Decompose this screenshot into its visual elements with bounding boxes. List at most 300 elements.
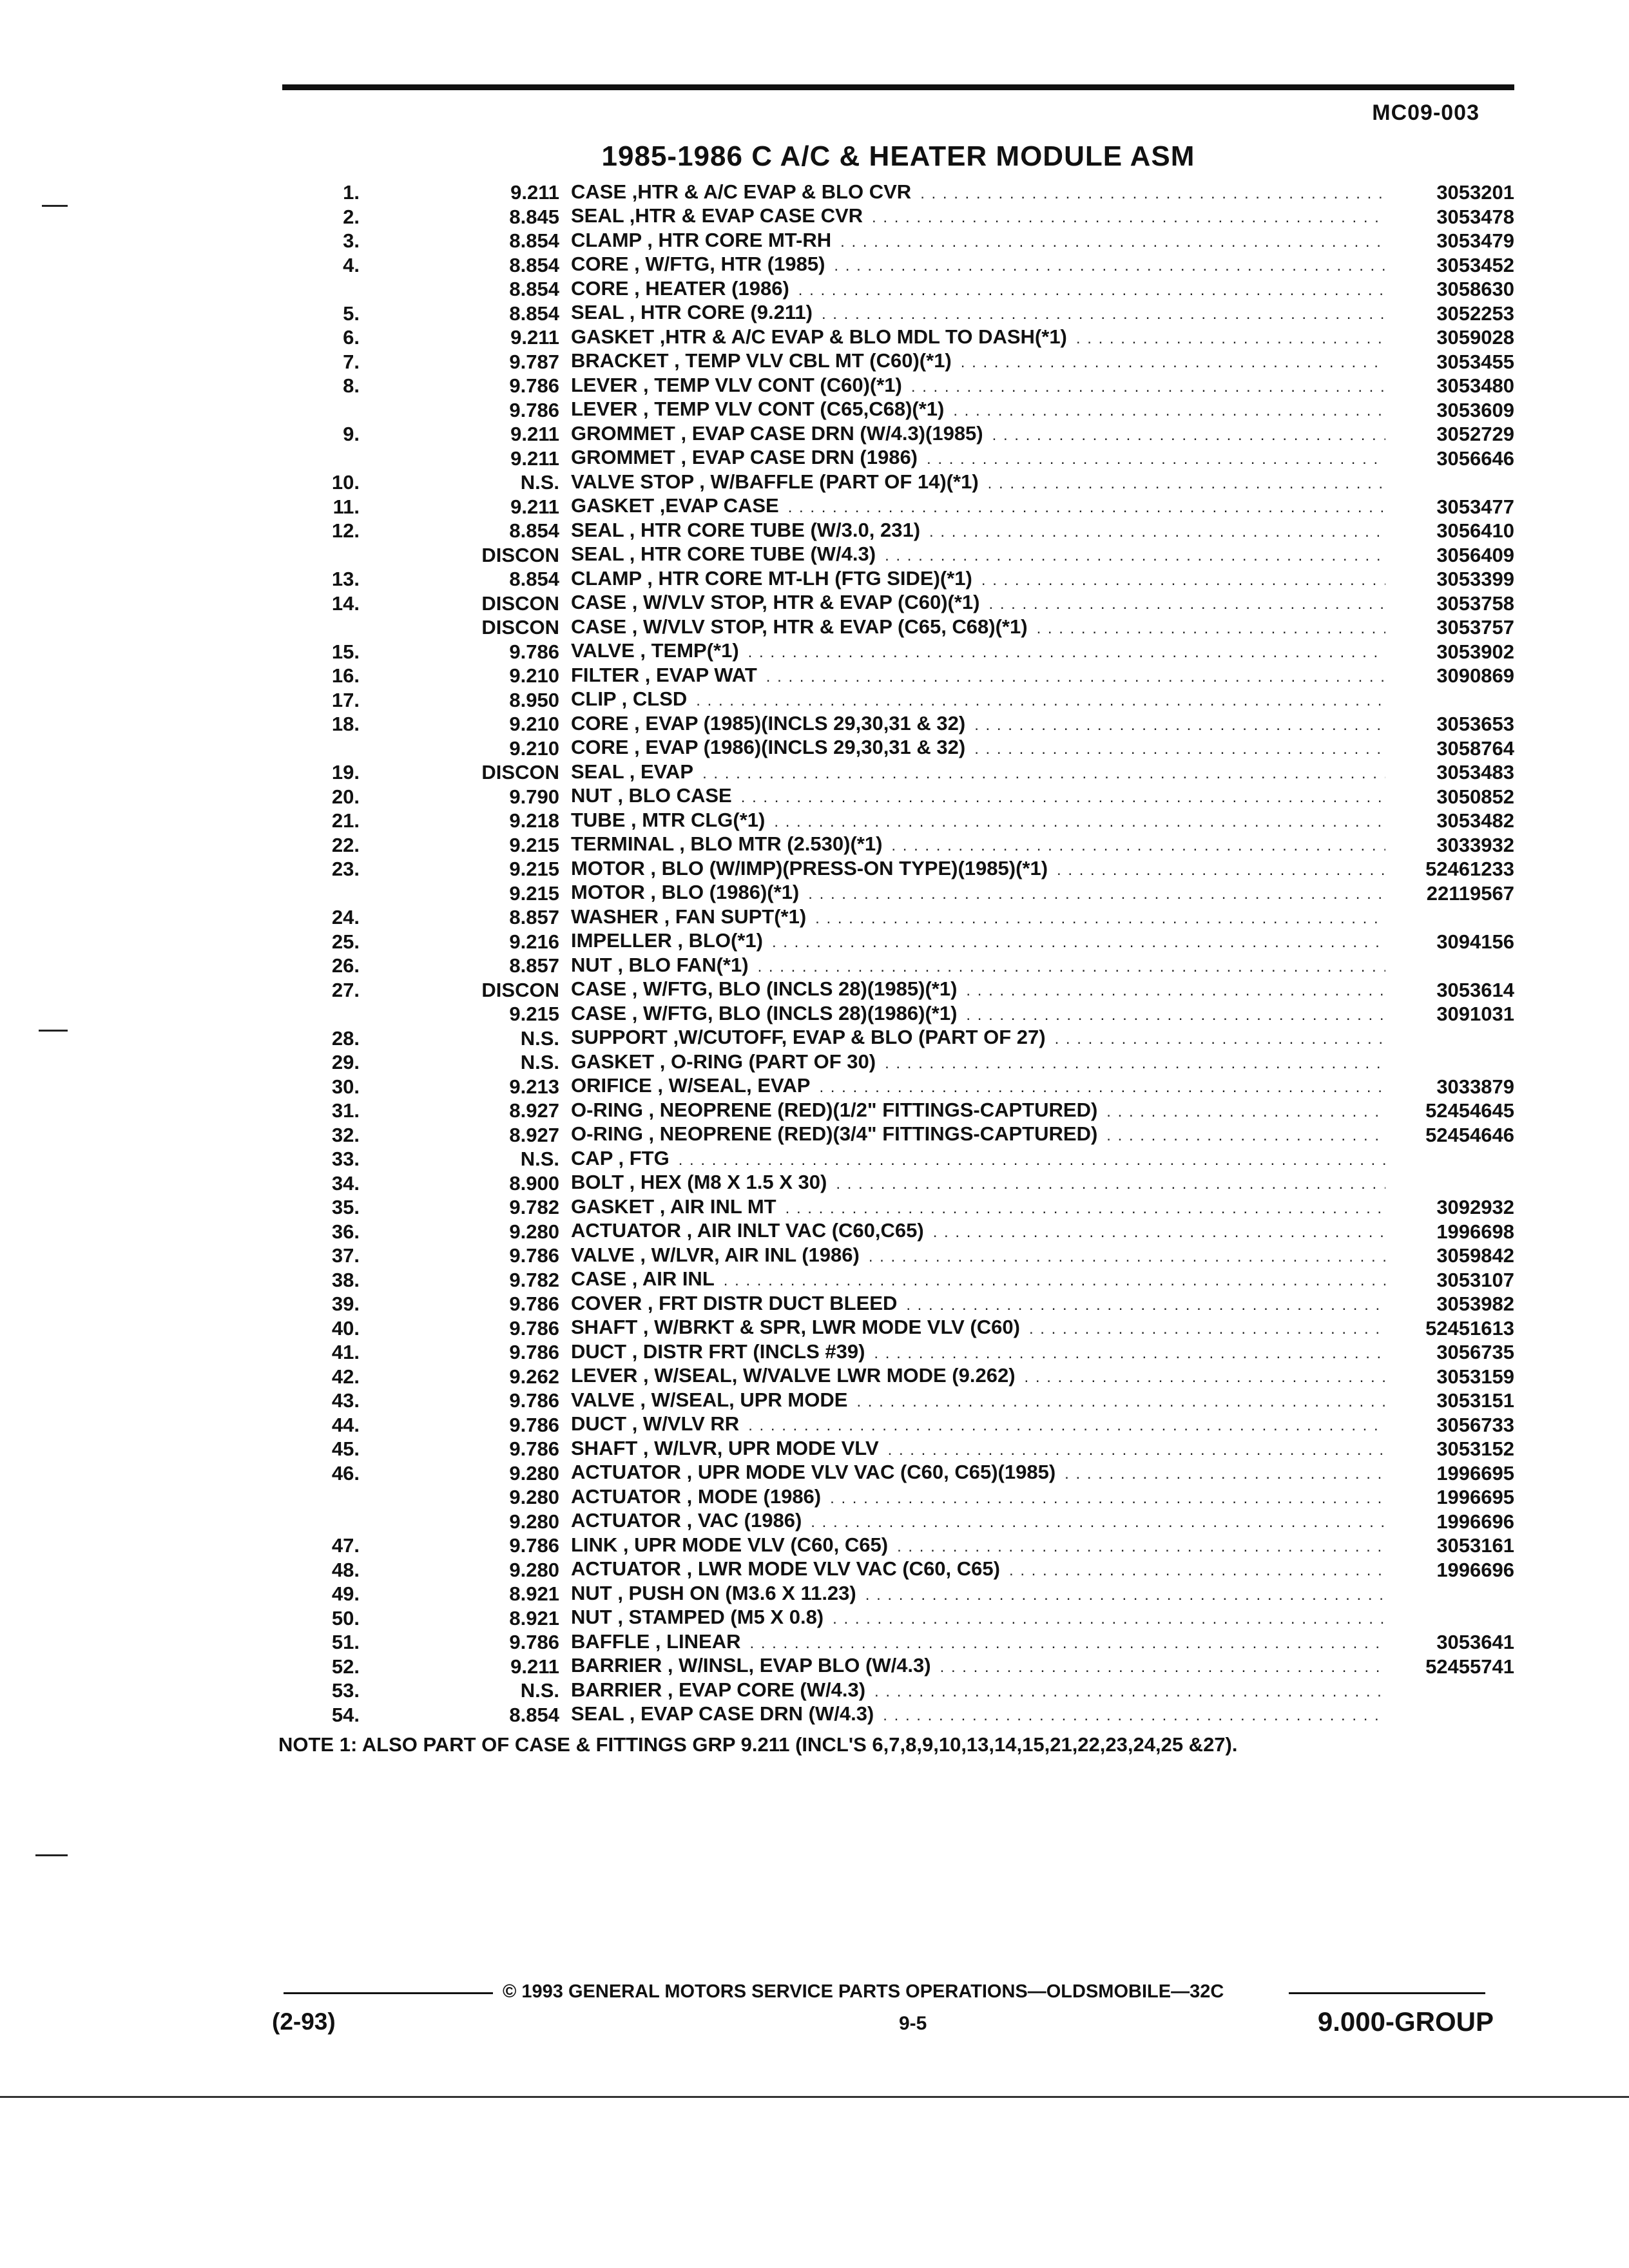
part-description: CASE , W/FTG, BLO (INCLS 28)(1986)(*1) . . . [571,1001,1385,1028]
part-row [282,229,1514,253]
group-number: 8.854 [509,229,559,252]
part-description: NUT , PUSH ON (M3.6 X 11.23) . . . [571,1581,1385,1608]
part-description: CORE , EVAP (1985)(INCLS 29,30,31 & 32) . . . [571,711,1385,738]
part-row [282,833,1514,858]
part-description: VALVE , TEMP(*1) . . . [571,639,1385,665]
item-number: 31. [331,1099,360,1122]
part-description: LEVER , W/SEAL, W/VALVE LWR MODE (9.262) . . . [571,1363,1385,1390]
part-row [282,567,1514,591]
part-row [282,1220,1514,1244]
part-number: 3053609 [1436,398,1514,421]
part-row [282,1002,1514,1026]
item-number: 2. [343,205,360,228]
part-row [282,1413,1514,1437]
group-number: 9.218 [509,809,559,832]
part-row [282,1292,1514,1316]
item-number: 1. [343,181,360,204]
item-number: 27. [331,978,360,1001]
group-number: 8.845 [509,205,559,228]
group-number: 8.900 [509,1171,559,1195]
group-number: 9.211 [510,495,559,518]
part-number: 3052729 [1436,423,1514,445]
part-number: 3053614 [1436,978,1514,1001]
bottom-rule [0,2096,1629,2098]
part-description: VALVE , W/SEAL, UPR MODE . . . [571,1388,1385,1414]
item-number: 49. [331,1582,360,1605]
part-number: 3090869 [1436,664,1514,687]
part-number: 52461233 [1425,858,1514,880]
group-number: 8.921 [509,1582,559,1605]
part-number: 3056410 [1436,519,1514,542]
group-number: N.S. [520,1148,559,1170]
part-row [282,930,1514,954]
part-description: BARRIER , EVAP CORE (W/4.3) . . . [571,1678,1385,1704]
part-row [282,1316,1514,1341]
group-number: N.S. [520,471,559,494]
part-number: 3053201 [1436,181,1514,204]
item-number: 33. [331,1148,360,1170]
part-number: 1996696 [1436,1510,1514,1533]
item-number: 38. [331,1268,360,1291]
part-number: 1996695 [1436,1461,1514,1485]
item-number: 35. [331,1196,360,1218]
item-number: 20. [331,785,360,808]
part-description: O-RING , NEOPRENE (RED)(1/2" FITTINGS-CAPTURED) . . . [571,1098,1385,1124]
part-number: 52454646 [1425,1123,1514,1146]
part-description: BOLT , HEX (M8 X 1.5 X 30) . . . [571,1170,1385,1196]
part-row [282,1123,1514,1148]
group-label: 9.000-GROUP [1317,2006,1494,2037]
group-number: 8.854 [509,253,559,276]
group-number: DISCON [481,591,559,615]
part-description: GASKET ,HTR & A/C EVAP & BLO MDL TO DASH(*1) . . . [571,325,1385,351]
part-number: 3053455 [1436,350,1514,373]
group-number: 9.782 [509,1196,559,1218]
part-row [282,374,1514,398]
group-number: 9.215 [509,833,559,856]
part-description: CORE , EVAP (1986)(INCLS 29,30,31 & 32) . . . [571,735,1385,762]
part-row [282,1606,1514,1631]
item-number: 44. [331,1413,360,1436]
part-description: VALVE STOP , W/BAFFLE (PART OF 14)(*1) . . . [571,470,1385,496]
item-number: 15. [331,640,360,663]
group-number: 9.790 [509,785,559,808]
part-number: 22119567 [1426,881,1514,905]
part-number: 3059842 [1436,1244,1514,1267]
group-number: 8.857 [509,954,559,977]
part-number: 1996695 [1436,1486,1514,1508]
part-row [282,205,1514,229]
part-description: ACTUATOR , UPR MODE VLV VAC (C60, C65)(1985) . . . [571,1460,1385,1486]
part-row [282,1510,1514,1534]
item-number: 26. [331,954,360,977]
part-description: NUT , STAMPED (M5 X 0.8) . . . [571,1605,1385,1631]
part-number: 52455741 [1425,1655,1514,1678]
part-number: 3053479 [1436,229,1514,252]
item-number: 52. [331,1655,360,1678]
page-title: 1985-1986 C A/C & HEATER MODULE ASM [601,140,1195,172]
group-number: 9.786 [509,1293,559,1315]
part-row [282,1461,1514,1486]
item-number: 50. [331,1606,360,1629]
group-number: 9.782 [509,1268,559,1291]
part-description: SEAL , EVAP . . . [571,760,1385,786]
part-description: CASE , AIR INL . . . [571,1267,1385,1293]
part-description: CASE , W/FTG, BLO (INCLS 28)(1985)(*1) . . . [571,977,1385,1003]
part-description: CAP , FTG . . . [571,1146,1385,1173]
part-number: 3053641 [1436,1631,1514,1653]
part-row [282,1533,1514,1558]
part-row [282,1485,1514,1510]
part-description: ORIFICE , W/SEAL, EVAP . . . [571,1073,1385,1100]
group-number: DISCON [481,616,559,639]
item-number: 30. [331,1075,360,1098]
group-number: 8.927 [509,1123,559,1146]
part-number: 3053480 [1436,374,1514,397]
group-number: 9.280 [509,1486,559,1508]
part-number: 3053107 [1436,1268,1514,1291]
item-number: 24. [331,906,360,928]
group-number: 9.215 [509,1003,559,1025]
part-number: 1996698 [1436,1220,1514,1243]
part-row [282,1026,1514,1051]
item-number: 37. [331,1244,360,1267]
item-number: 13. [331,568,360,590]
part-description: CASE , W/VLV STOP, HTR & EVAP (C65, C68)(*1) . . . [571,615,1385,641]
group-number: 9.786 [509,1316,559,1340]
group-number: 8.854 [509,278,559,300]
group-number: 9.786 [509,1631,559,1653]
group-number: 9.280 [509,1461,559,1485]
part-row [282,857,1514,881]
part-row [282,1075,1514,1099]
group-number: 8.854 [509,302,559,325]
part-number: 3053482 [1436,809,1514,832]
item-number: 23. [331,858,360,880]
item-number: 48. [331,1558,360,1581]
item-number: 8. [343,374,360,397]
group-number: 9.280 [509,1220,559,1243]
group-number: 9.262 [509,1365,559,1388]
part-row [282,447,1514,471]
part-description: SEAL , HTR CORE TUBE (W/3.0, 231) . . . [571,518,1385,544]
item-number: 22. [331,833,360,856]
part-row [282,1655,1514,1679]
part-description: CORE , W/FTG, HTR (1985) . . . [571,252,1385,278]
part-description: FILTER , EVAP WAT . . . [571,663,1385,689]
part-number: 3053159 [1436,1365,1514,1388]
part-number: 52454645 [1425,1099,1514,1122]
item-number: 4. [343,253,360,276]
part-number: 1996696 [1436,1558,1514,1581]
part-number: 3053483 [1436,761,1514,783]
item-number: 17. [331,688,360,711]
group-number: 9.211 [510,1655,559,1678]
group-number: 8.854 [509,1703,559,1726]
group-number: 8.857 [509,906,559,928]
part-description: CORE , HEATER (1986) . . . [571,276,1385,303]
copyright-text: © 1993 GENERAL MOTORS SERVICE PARTS OPERATIONS—OLDSMOBILE—32C [503,1981,1224,2002]
part-row [282,1099,1514,1123]
part-row [282,470,1514,495]
item-number: 5. [343,302,360,325]
group-number: DISCON [481,761,559,783]
item-number: 21. [331,809,360,832]
part-row [282,1703,1514,1727]
part-number: 3053399 [1436,568,1514,590]
item-number: 40. [331,1316,360,1340]
part-number: 3058764 [1436,736,1514,760]
part-row [282,1437,1514,1461]
part-row [282,640,1514,664]
group-number: 9.786 [509,1437,559,1460]
group-number: 8.950 [509,688,559,711]
part-number: 3059028 [1436,326,1514,349]
part-description: CASE , W/VLV STOP, HTR & EVAP (C60)(*1) . . . [571,590,1385,617]
part-row [282,180,1514,205]
item-number: 53. [331,1679,360,1702]
part-row [282,1050,1514,1075]
part-description: BAFFLE , LINEAR . . . [571,1629,1385,1656]
group-number: 8.854 [509,568,559,590]
part-number: 3053478 [1436,205,1514,228]
part-row [282,785,1514,809]
group-number: 8.927 [509,1099,559,1122]
part-description: TUBE , MTR CLG(*1) . . . [571,808,1385,834]
margin-mark [39,1030,68,1032]
group-number: 9.211 [510,447,559,470]
part-description: ACTUATOR , MODE (1986) . . . [571,1485,1385,1511]
part-row [282,422,1514,447]
part-number: 3056735 [1436,1341,1514,1363]
part-number: 3053152 [1436,1437,1514,1460]
part-number: 3052253 [1436,302,1514,325]
part-row [282,302,1514,326]
item-number: 39. [331,1293,360,1315]
part-number: 3053902 [1436,640,1514,663]
item-number: 18. [331,713,360,735]
group-number: 9.786 [509,1534,559,1557]
part-number: 3056409 [1436,543,1514,566]
part-number: 3092932 [1436,1196,1514,1218]
part-description: CASE ,HTR & A/C EVAP & BLO CVR . . . [571,180,1385,206]
group-number: 9.787 [509,350,559,373]
part-description: MOTOR , BLO (W/IMP)(PRESS-ON TYPE)(1985)(*1) . . . [571,856,1385,883]
group-number: 9.211 [510,423,559,445]
part-description: MOTOR , BLO (1986)(*1) . . . [571,880,1385,907]
part-description: DUCT , DISTR FRT (INCLS #39) . . . [571,1340,1385,1366]
part-number: 3050852 [1436,785,1514,808]
part-row [282,760,1514,785]
part-description: O-RING , NEOPRENE (RED)(3/4" FITTINGS-CAPTURED) . . . [571,1122,1385,1148]
group-number: 9.280 [509,1558,559,1581]
group-number: 9.786 [509,640,559,663]
part-number: 3056733 [1436,1413,1514,1436]
part-description: GROMMET , EVAP CASE DRN (W/4.3)(1985) . . . [571,421,1385,448]
margin-mark [42,205,68,207]
part-row [282,954,1514,978]
item-number: 36. [331,1220,360,1243]
part-description: ACTUATOR , AIR INLT VAC (C60,C65) . . . [571,1218,1385,1245]
part-number: 3033932 [1436,833,1514,856]
part-number: 3053151 [1436,1389,1514,1412]
part-number: 3053477 [1436,495,1514,518]
part-row [282,1244,1514,1268]
part-number: 3094156 [1436,930,1514,953]
parts-list [282,180,1514,1727]
part-row [282,1171,1514,1196]
footer-rule-left [284,1992,493,1994]
group-number: 9.786 [509,398,559,421]
item-number: 41. [331,1341,360,1363]
group-number: N.S. [520,1051,559,1073]
item-number: 25. [331,930,360,953]
part-row [282,325,1514,350]
part-number: 3053757 [1436,616,1514,639]
part-description: SEAL ,HTR & EVAP CASE CVR . . . [571,204,1385,230]
footer-rule-right [1289,1992,1485,1994]
part-description: BARRIER , W/INSL, EVAP BLO (W/4.3) . . . [571,1653,1385,1680]
part-description: BRACKET , TEMP VLV CBL MT (C60)(*1) . . . [571,349,1385,375]
part-row [282,350,1514,374]
group-number: 9.211 [510,181,559,204]
item-number: 14. [331,591,360,615]
part-number: 52451613 [1425,1316,1514,1340]
part-row [282,881,1514,906]
part-description: LEVER , TEMP VLV CONT (C60)(*1) . . . [571,373,1385,399]
part-description: NUT , BLO CASE . . . [571,783,1385,810]
item-number: 9. [343,423,360,445]
part-row [282,1268,1514,1293]
part-number: 3053758 [1436,591,1514,615]
margin-mark [35,1854,68,1856]
part-description: SUPPORT ,W/CUTOFF, EVAP & BLO (PART OF 27) . . . [571,1025,1385,1052]
part-row [282,277,1514,302]
group-number: DISCON [481,978,559,1001]
group-number: 9.215 [509,881,559,905]
footnote: NOTE 1: ALSO PART OF CASE & FITTINGS GRP 9.211 (INCL'S 6,7,8,9,10,13,14,15,21,22,23,24,25 &27). [278,1733,1238,1756]
part-row [282,253,1514,278]
part-row [282,591,1514,616]
item-number: 3. [343,229,360,252]
group-number: N.S. [520,1026,559,1050]
part-description: GASKET ,EVAP CASE . . . [571,494,1385,520]
part-description: ACTUATOR , LWR MODE VLV VAC (C60, C65) . . . [571,1557,1385,1583]
item-number: 46. [331,1461,360,1485]
part-row [282,1678,1514,1703]
item-number: 43. [331,1389,360,1412]
part-row [282,1630,1514,1655]
part-description: CLIP , CLSD . . . [571,687,1385,713]
part-description: SEAL , EVAP CASE DRN (W/4.3) . . . [571,1702,1385,1728]
part-description: SHAFT , W/LVR, UPR MODE VLV . . . [571,1436,1385,1463]
part-description: ACTUATOR , VAC (1986) . . . [571,1508,1385,1535]
part-row [282,736,1514,761]
item-number: 32. [331,1123,360,1146]
part-description: SEAL , HTR CORE TUBE (W/4.3) . . . [571,542,1385,568]
group-number: 9.280 [509,1510,559,1533]
item-number: 54. [331,1703,360,1726]
top-rule [282,84,1514,90]
part-description: NUT , BLO FAN(*1) . . . [571,953,1385,979]
part-row [282,1558,1514,1582]
item-number: 11. [333,495,360,518]
item-number: 51. [331,1631,360,1653]
group-number: 9.213 [509,1075,559,1098]
group-number: 9.786 [509,374,559,397]
part-row [282,495,1514,519]
group-number: 8.921 [509,1606,559,1629]
part-number: 3033879 [1436,1075,1514,1098]
page-number: 9-5 [899,2013,927,2034]
group-number: DISCON [481,543,559,566]
group-number: N.S. [520,1679,559,1702]
item-number: 47. [331,1534,360,1557]
part-number: 3053653 [1436,713,1514,735]
part-number: 3053452 [1436,253,1514,276]
group-number: 9.215 [509,858,559,880]
group-number: 9.786 [509,1389,559,1412]
part-row [282,809,1514,833]
part-row [282,519,1514,543]
group-number: 9.210 [509,664,559,687]
part-description: CLAMP , HTR CORE MT-RH . . . [571,228,1385,255]
part-row [282,1365,1514,1389]
part-row [282,1195,1514,1220]
part-description: GASKET , AIR INL MT . . . [571,1195,1385,1221]
part-description: DUCT , W/VLV RR . . . [571,1412,1385,1438]
part-number: 3053161 [1436,1534,1514,1557]
item-number: 28. [331,1026,360,1050]
part-description: COVER , FRT DISTR DUCT BLEED . . . [571,1291,1385,1318]
item-number: 19. [331,761,360,783]
part-description: CLAMP , HTR CORE MT-LH (FTG SIDE)(*1) . . . [571,566,1385,593]
part-row [282,1147,1514,1171]
part-row [282,1389,1514,1413]
document-code: MC09-003 [1372,101,1480,125]
item-number: 10. [331,471,360,494]
part-row [282,1582,1514,1606]
item-number: 16. [331,664,360,687]
group-number: 8.854 [509,519,559,542]
part-row [282,615,1514,640]
group-number: 9.786 [509,1341,559,1363]
part-row [282,905,1514,930]
item-number: 45. [331,1437,360,1460]
part-row [282,712,1514,736]
group-number: 9.216 [509,930,559,953]
part-row [282,1340,1514,1365]
part-row [282,688,1514,713]
part-description: VALVE , W/LVR, AIR INL (1986) . . . [571,1243,1385,1269]
group-number: 9.211 [510,326,559,349]
item-number: 42. [331,1365,360,1388]
part-description: IMPELLER , BLO(*1) . . . [571,928,1385,955]
part-description: LINK , UPR MODE VLV (C60, C65) . . . [571,1533,1385,1559]
item-number: 34. [331,1171,360,1195]
part-description: TERMINAL , BLO MTR (2.530)(*1) . . . [571,832,1385,858]
part-description: WASHER , FAN SUPT(*1) . . . [571,905,1385,931]
part-number: 3091031 [1436,1003,1514,1025]
part-row [282,543,1514,568]
part-description: LEVER , TEMP VLV CONT (C65,C68)(*1) . . . [571,397,1385,423]
part-number: 3056646 [1436,447,1514,470]
part-row [282,664,1514,688]
item-number: 12. [331,519,360,542]
item-number: 7. [343,350,360,373]
part-row [282,978,1514,1003]
part-number: 3058630 [1436,278,1514,300]
